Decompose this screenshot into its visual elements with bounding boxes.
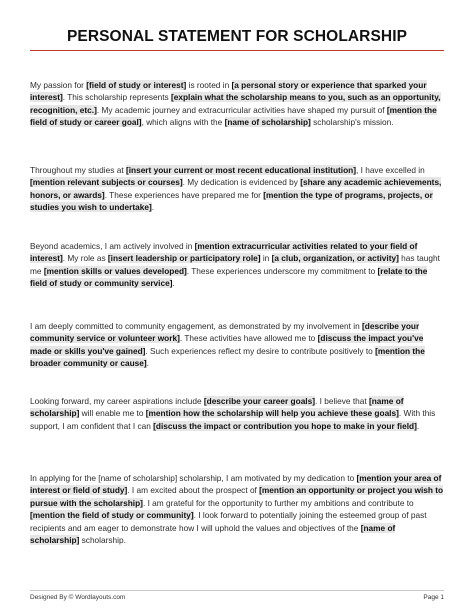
placeholder: [mention how the scholarship will help you achieve these goals] (145, 408, 399, 419)
paragraph-career (30, 395, 446, 432)
text-segment: . My academic journey and extracurricular activities have shaped my pursuit of (96, 104, 387, 115)
placeholder: [mention an opportunity or project you wish to pursue with the scholarship] (30, 485, 444, 508)
text-segment: . I look forward to potentially joining the esteemed group of past recipients and am eager to demonstrate how I will uphold the values and objectives of the (30, 510, 427, 533)
text-segment: . My dedication is evidenced by (182, 177, 301, 188)
placeholder: [a personal story or experience that sparked your interest] (30, 80, 427, 103)
placeholder: [explain what the scholarship means to you, such as an opportunity, recognition, etc.] (30, 92, 441, 115)
text-segment: My passion for (30, 80, 87, 90)
text-segment: . Such experiences reflect my desire to contribute positively to (145, 345, 376, 356)
text-segment: scholarship. (79, 535, 126, 546)
text-segment: , which aligns with the (141, 117, 225, 128)
text-segment: . (146, 358, 149, 369)
placeholder: [describe your career goals] (203, 396, 315, 406)
placeholder: [name of scholarship] (30, 396, 404, 419)
text-segment: Looking forward, my career aspirations include (30, 396, 204, 406)
placeholder: [name of scholarship] (224, 117, 311, 128)
title-underline (30, 50, 444, 51)
placeholder: [relate to the field of study or community service] (30, 265, 428, 289)
text-segment: I am deeply committed to community engagement, as demonstrated by my involvement in (30, 321, 363, 331)
text-segment: has taught me (30, 253, 440, 276)
placeholder: [mention the type of programs, projects, or studies you wish to undertake] (30, 189, 433, 213)
text-segment: . These experiences have prepared me for (104, 189, 264, 200)
text-segment: . I believe that (315, 396, 369, 406)
text-segment: . My role as (62, 253, 108, 264)
placeholder: [mention the field of study or community] (30, 510, 194, 521)
placeholder: [discuss the impact or contribution you hope to make in your field] (153, 420, 417, 431)
text-segment: is rooted in (186, 80, 232, 90)
paragraph-studies (30, 164, 446, 214)
placeholder: [name of scholarship] (30, 522, 396, 546)
text-segment: Throughout my studies at (30, 165, 126, 175)
text-segment: in (260, 253, 272, 264)
paragraph-extracurricular (30, 240, 446, 290)
text-segment: , I have excelled in (355, 165, 425, 175)
placeholder: [describe your community service or volunteer work] (30, 321, 420, 344)
page-title: PERSONAL STATEMENT FOR SCHOLARSHIP (66, 28, 408, 45)
text-segment: Beyond academics, I am actively involved in (30, 241, 195, 251)
placeholder: [insert leadership or participatory role] (107, 253, 261, 264)
text-segment: . With this support, I am confident that I can (30, 408, 436, 431)
text-segment: . These experiences underscore my commitment to (186, 265, 378, 276)
placeholder: [discuss the impact you've made or skills you've gained] (30, 333, 424, 356)
text-segment: . (172, 278, 175, 289)
page-number: Page 1 (423, 594, 444, 601)
text-segment: . (151, 202, 155, 213)
placeholder: [mention the field of study or career goal] (30, 104, 437, 128)
text-segment: . I am excited about the prospect of (127, 485, 260, 496)
paragraph-closing (30, 472, 446, 546)
placeholder: [mention your area of interest or field of study] (30, 473, 442, 496)
text-segment: In applying for the [name of scholarship] scholarship, I am motivated by my dedication to (30, 473, 357, 483)
placeholder: [mention the broader community or cause] (30, 345, 425, 369)
text-segment: scholarship's mission. (310, 117, 394, 128)
placeholder: [a club, organization, or activity] (271, 253, 399, 264)
paragraph-community (30, 320, 446, 370)
text-segment: . (416, 420, 420, 431)
text-segment: . This scholarship represents (62, 92, 171, 103)
placeholder: [insert your current or most recent educational institution] (125, 165, 356, 175)
footer-credit: Designed By © Wordlayouts.com (30, 594, 126, 601)
placeholder: [mention skills or values developed] (43, 265, 187, 276)
placeholder: [field of study or interest] (86, 80, 187, 90)
text-segment: . I am grateful for the opportunity to further my ambitions and contribute to (142, 497, 414, 508)
text-segment: . These activities have allowed me to (179, 333, 318, 344)
placeholder: [mention extracurricular activities related to your field of interest] (30, 241, 418, 264)
placeholder: [mention relevant subjects or courses] (30, 177, 183, 188)
placeholder: [share any academic achievements, honors, or awards] (30, 177, 442, 200)
text-segment: will enable me to (79, 408, 146, 419)
paragraph-passion (30, 79, 446, 129)
footer-divider (30, 590, 444, 591)
